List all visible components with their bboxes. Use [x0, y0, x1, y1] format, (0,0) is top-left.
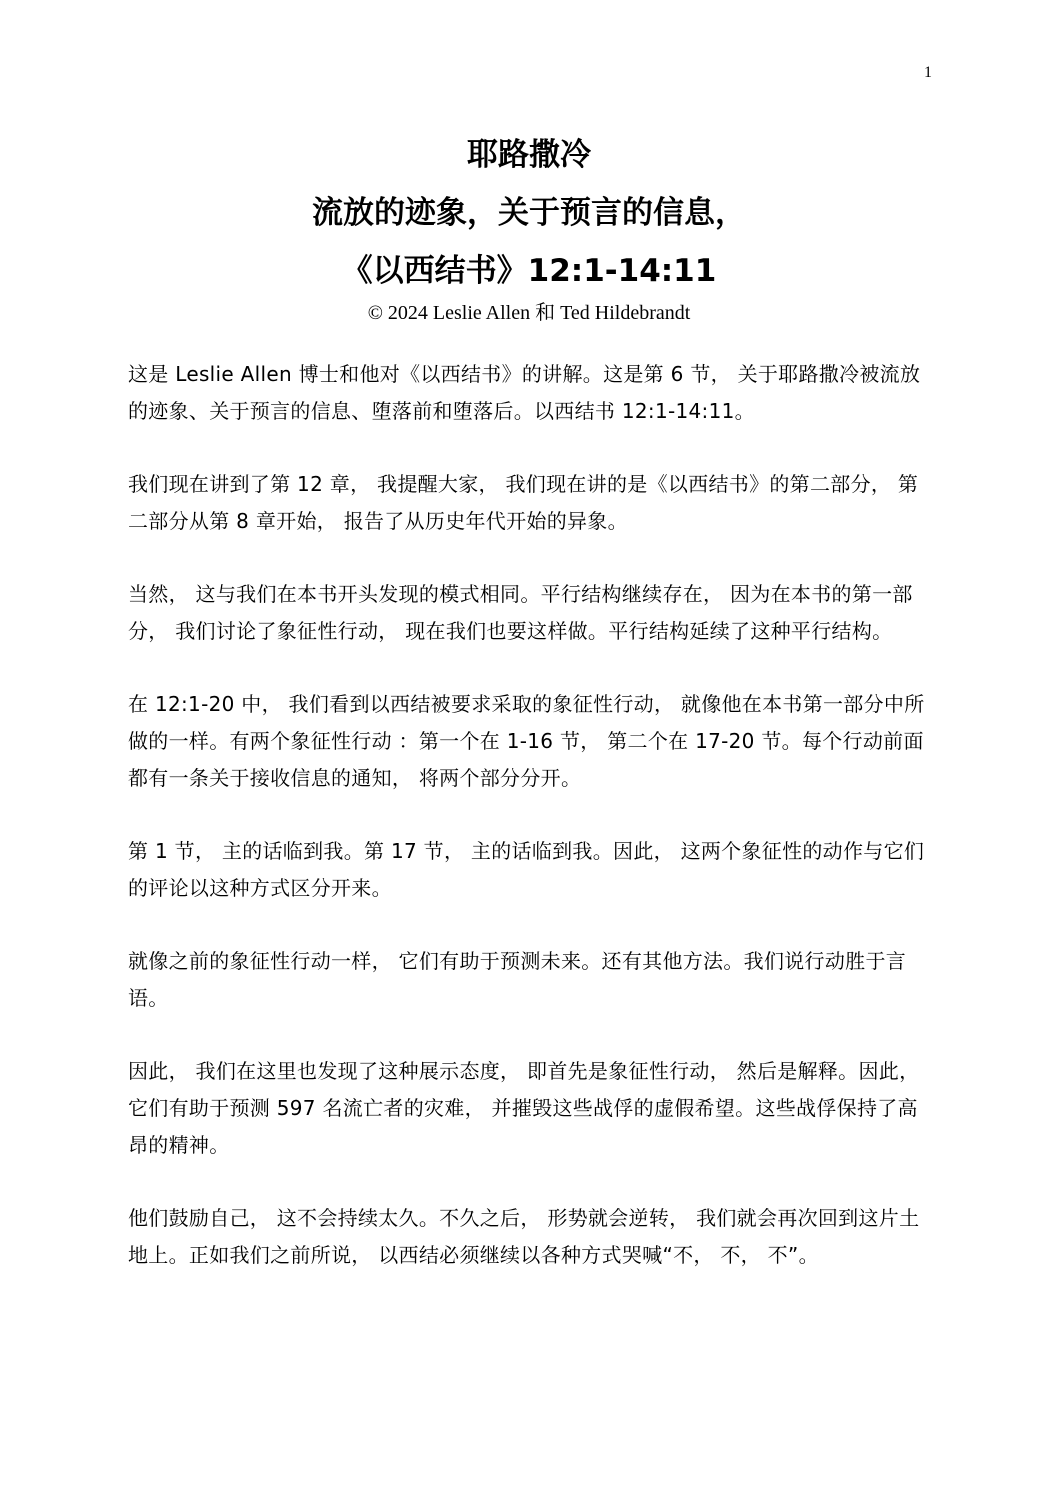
title-block: [0, 126, 1058, 328]
paragraph: 我们现在讲到了第 12 章， 我提醒大家， 我们现在讲的是《以西结书》的第二部分， 第二部分从第 8 章开始， 报告了从历史年代开始的异象。: [128, 472, 919, 533]
page-number: 1: [924, 64, 932, 81]
paragraph: 就像之前的象征性行动一样， 它们有助于预测未来。还有其他方法。我们说行动胜于言语。: [128, 949, 907, 1010]
paragraph: 这是 Leslie Allen 博士和他对《以西结书》的讲解。这是第 6 节， 关于耶路撒冷被流放的迹象、关于预言的信息、堕落前和堕落后。以西结书 12:1-14:11。: [128, 362, 921, 423]
paragraph: 他们鼓励自己， 这不会持续太久。不久之后， 形势就会逆转， 我们就会再次回到这片土地上。正如我们之前所说， 以西结必须继续以各种方式哭喊“不， 不， 不”。: [128, 1206, 920, 1267]
paragraph: 第 1 节， 主的话临到我。第 17 节， 主的话临到我。因此， 这两个象征性的动作与它们的评论以这种方式区分开来。: [128, 839, 925, 900]
paragraph: 在 12:1-20 中， 我们看到以西结被要求采取的象征性行动， 就像他在本书第一部分中所做的一样。有两个象征性行动 ：第一个在 1-16 节， 第二个在 17-20 节。每个行动前面都有一条关于接收信息的通知， 将两个部分分开。: [128, 692, 925, 790]
subtitle-line: 流放的迹象，关于预言的信息，: [312, 195, 746, 231]
copyright-notice: © 2024 Leslie Allen 和 Ted Hildebrandt: [367, 302, 691, 324]
document-body: [128, 356, 928, 1310]
page-title: 耶路撒冷: [467, 137, 591, 173]
paragraph: 当然， 这与我们在本书开头发现的模式相同。平行结构继续存在， 因为在本书的第一部分， 我们讨论了象征性行动， 现在我们也要这样做。平行结构延续了这种平行结构。: [128, 582, 913, 643]
paragraph: 因此， 我们在这里也发现了这种展示态度， 即首先是象征性行动， 然后是解释。因此， 它们有助于预测 597 名流亡者的灾难， 并摧毁这些战俘的虚假希望。这些战俘保持了高昂的精神。: [128, 1059, 920, 1157]
scripture-reference: 《以西结书》12:1-14:11: [341, 253, 717, 289]
